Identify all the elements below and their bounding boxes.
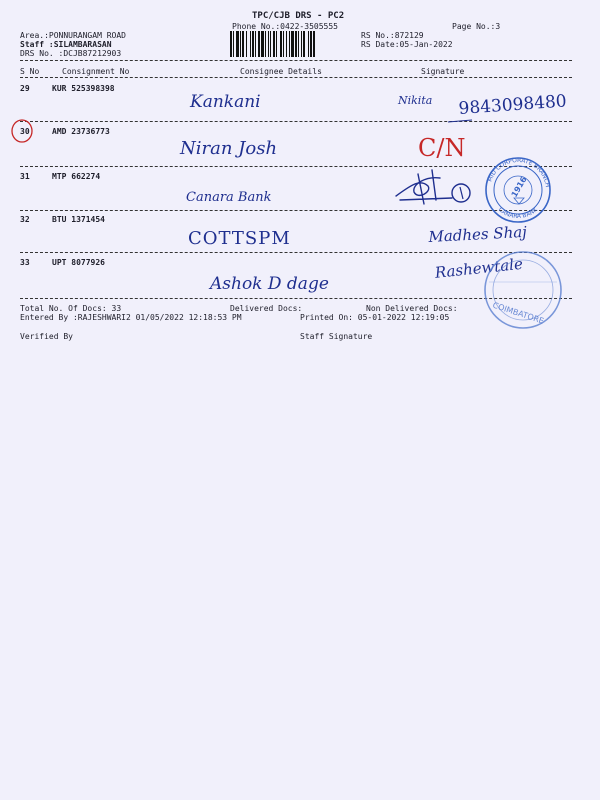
row-consignment-no: BTU 1371454 [52,215,105,224]
handwritten-signature: Nikita [398,94,433,107]
total-docs: Total No. Of Docs: 33 [20,304,122,313]
col-header-sno: S No [20,67,40,76]
verified-by: Verified By [20,332,73,341]
signature-loop [452,184,470,202]
divider [20,252,572,253]
staff-signature-label: Staff Signature [300,332,373,341]
col-header-signature: Signature [421,67,465,76]
divider [20,298,572,299]
rs-number: RS No.:872129 [361,31,424,40]
drs-number: DRS No. :DCJB87212903 [20,49,122,58]
handwritten-signature: Rashewtale [434,254,524,282]
divider [20,77,572,78]
row-sno: 30 [20,127,30,136]
signature-scribble [396,170,452,204]
handwritten-consignee: Ashok D dage [210,274,329,294]
seal-sub-text: MID CORPORATE BRANCH [486,156,551,188]
col-header-consignee: Consignee Details [240,67,322,76]
handwritten-phone: 9843098480 [458,91,568,119]
svg-text:CANARA BANK [497,206,540,220]
barcode-bar [313,31,315,57]
rs-date: RS Date:05-Jan-2022 [361,40,453,49]
non-delivered-docs: Non Delivered Docs: [366,304,458,313]
divider [20,121,572,122]
seal-bank-text: CANARA BANK [496,206,539,221]
divider [20,60,572,61]
delivered-docs: Delivered Docs: [230,304,303,313]
printed-on: Printed On: 05-01-2022 12:19:05 [300,313,450,322]
row-sno: 31 [20,172,30,181]
row-sno: 33 [20,258,30,267]
divider [20,210,572,211]
row-sno: 32 [20,215,30,224]
row-consignment-no: AMD 23736773 [52,127,110,136]
handwritten-consignee: Canara Bank [186,190,272,205]
signature-mark [460,187,463,199]
handwritten-consignee: Niran Josh [180,138,278,159]
divider [20,166,572,167]
row-consignment-no: KUR 525398398 [52,84,115,93]
row-consignment-no: MTP 662274 [52,172,101,181]
page-number: Page No.:3 [452,22,501,31]
seal-city-text: COIMBATORE [491,300,545,326]
phone-number: Phone No.:0422-3505555 [232,22,338,31]
row-sno: 29 [20,84,30,93]
staff-label: Staff :SILAMBARASAN [20,40,112,49]
entered-by: Entered By :RAJESHWARI2 01/05/2022 12:18:53 PM [20,313,242,322]
col-header-consignment: Consignment No [62,67,130,76]
seal-code-text: 1916 [509,175,529,199]
barcode [230,31,358,57]
area-label: Area.:PONNURANGAM ROAD [20,31,126,40]
row-consignment-no: UPT 8077926 [52,258,105,267]
sheet-title: TPC/CJB DRS - PC2 [252,11,345,21]
handwritten-consignee: COTTSPM [188,228,291,249]
handwritten-signature: Madhes Shaj [428,222,528,246]
svg-text:MID CORPORATE BRANCH [486,157,551,188]
handwritten-signature: C/N [418,134,466,162]
handwritten-consignee: Kankani [190,92,261,112]
